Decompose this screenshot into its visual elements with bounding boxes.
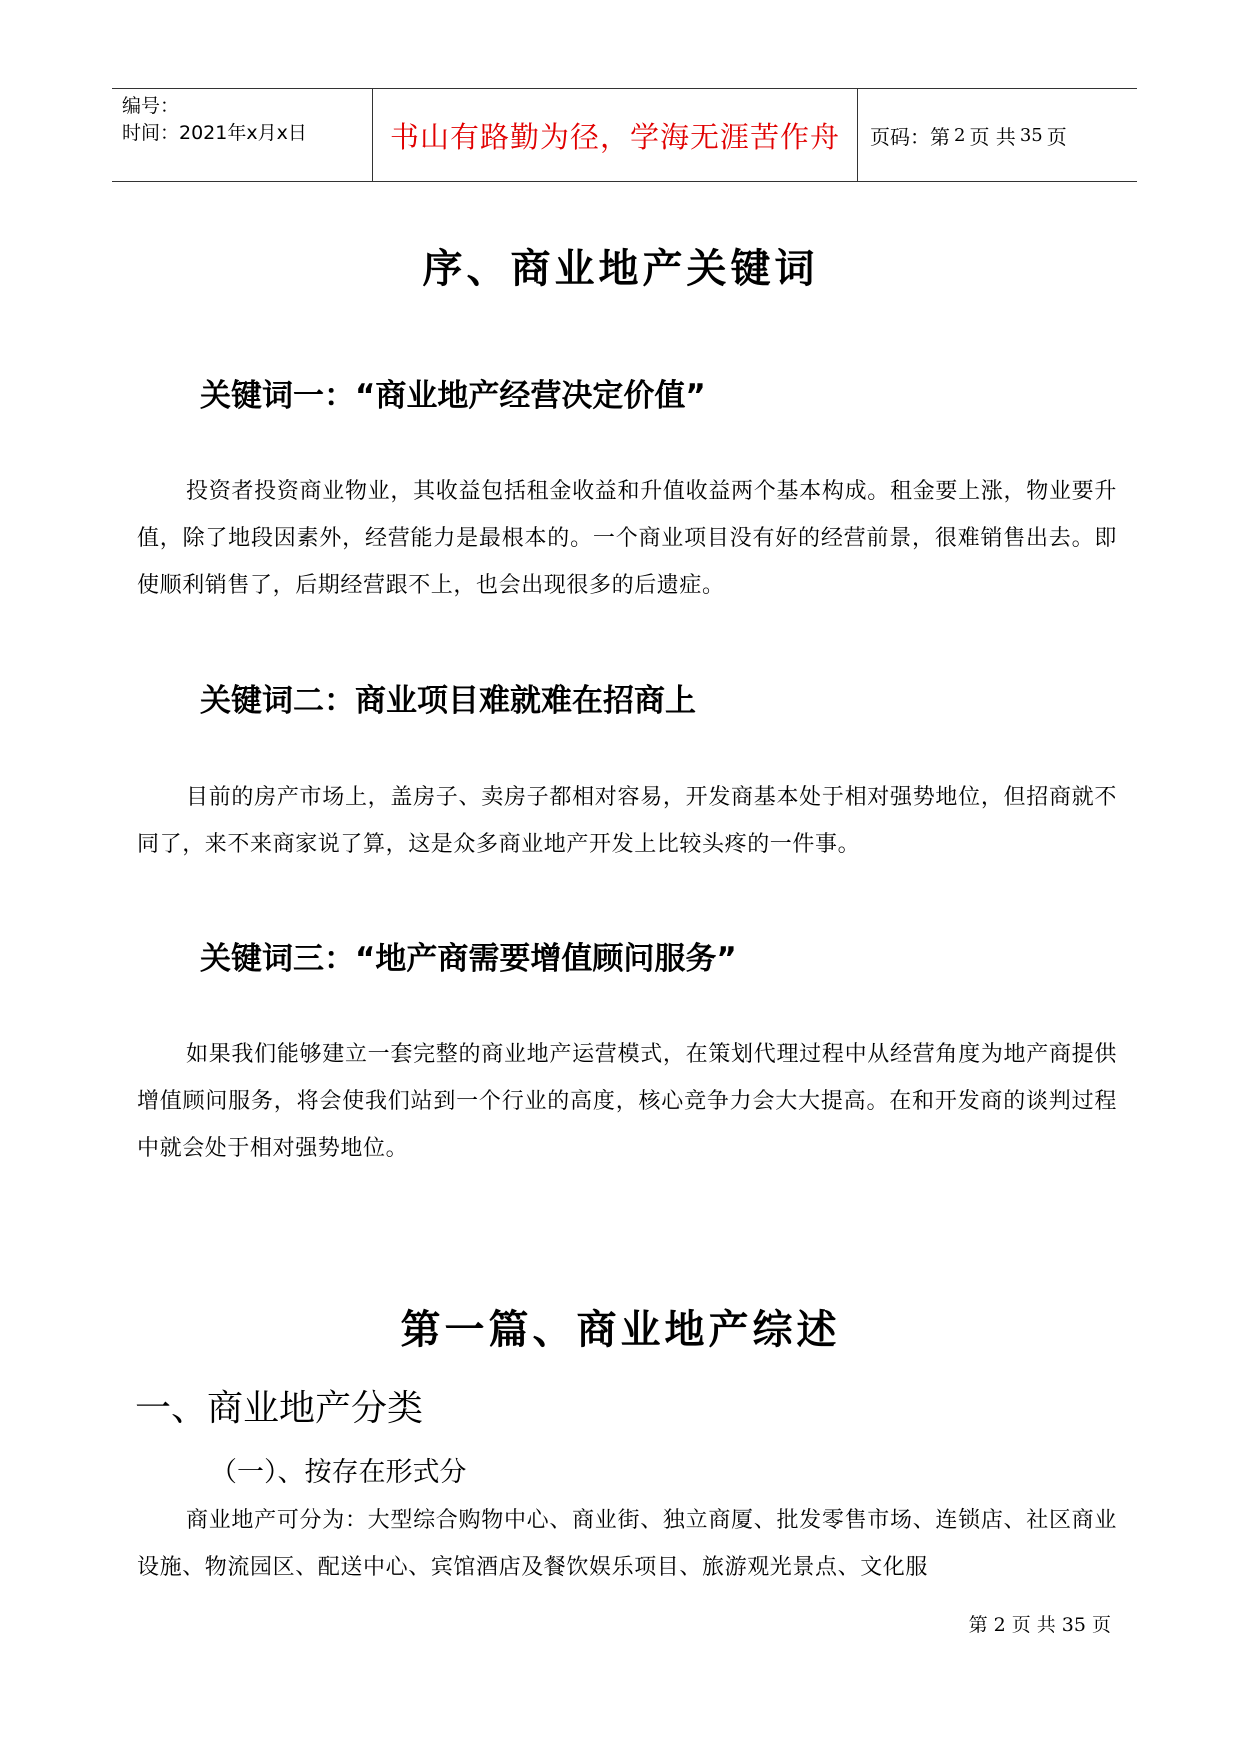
keyword-3-title: 关键词三：“地产商需要增值顾问服务” bbox=[200, 941, 737, 977]
footer-prefix: 第 bbox=[968, 1614, 988, 1636]
footer-current: 2 bbox=[993, 1614, 1006, 1636]
keyword-2-title: 关键词二：商业项目难就难在招商上 bbox=[200, 683, 696, 719]
subsection-1-title: （一）、按存在形式分 bbox=[210, 1457, 467, 1488]
header-page-prefix: 页码：第 bbox=[870, 124, 950, 149]
header-page-suffix: 页 bbox=[1046, 124, 1067, 149]
keyword-1-title: 关键词一：“商业地产经营决定价值” bbox=[200, 378, 706, 414]
header-motto: 书山有路勤为径，学海无涯苦作舟 bbox=[373, 89, 858, 181]
document-number-label: 编号： bbox=[122, 95, 180, 117]
page-footer bbox=[966, 1610, 1114, 1637]
page-header bbox=[112, 88, 1137, 182]
header-page-mid: 页 共 bbox=[969, 124, 1016, 149]
keyword-3-body: 如果我们能够建立一套完整的商业地产运营模式，在策划代理过程中从经营角度为地产商提供增值顾问服务，将会使我们站到一个行业的高度，核心竞争力会大大提高。在和开发商的谈判过程中就会处于相对强势地位。 bbox=[137, 1042, 1117, 1161]
section-1-title: 一、商业地产分类 bbox=[135, 1388, 424, 1429]
header-page-info bbox=[858, 89, 1137, 181]
keyword-2-body: 目前的房产市场上，盖房子、卖房子都相对容易，开发商基本处于相对强势地位，但招商就不同了，来不来商家说了算，这是众多商业地产开发上比较头疼的一件事。 bbox=[137, 785, 1117, 857]
footer-mid: 页 共 bbox=[1011, 1614, 1056, 1636]
header-meta bbox=[112, 89, 373, 181]
header-page-current: 2 bbox=[954, 124, 966, 146]
footer-suffix: 页 bbox=[1091, 1614, 1111, 1636]
header-page-total: 35 bbox=[1019, 124, 1043, 146]
footer-total: 35 bbox=[1061, 1614, 1086, 1636]
document-date: 时间：2021年x月x日 bbox=[122, 122, 307, 144]
keyword-1-body: 投资者投资商业物业，其收益包括租金收益和升值收益两个基本构成。租金要上涨，物业要升值，除了地段因素外，经营能力是最根本的。一个商业项目没有好的经营前景，很难销售出去。即使顺利销售了，后期经营跟不上，也会出现很多的后遗症。 bbox=[137, 479, 1117, 598]
part-1-title: 第一篇、商业地产综述 bbox=[400, 1307, 841, 1353]
preface-title: 序、商业地产关键词 bbox=[422, 246, 819, 292]
subsection-1-body: 商业地产可分为：大型综合购物中心、商业街、独立商厦、批发零售市场、连锁店、社区商业设施、物流园区、配送中心、宾馆酒店及餐饮娱乐项目、旅游观光景点、文化服 bbox=[137, 1508, 1117, 1580]
